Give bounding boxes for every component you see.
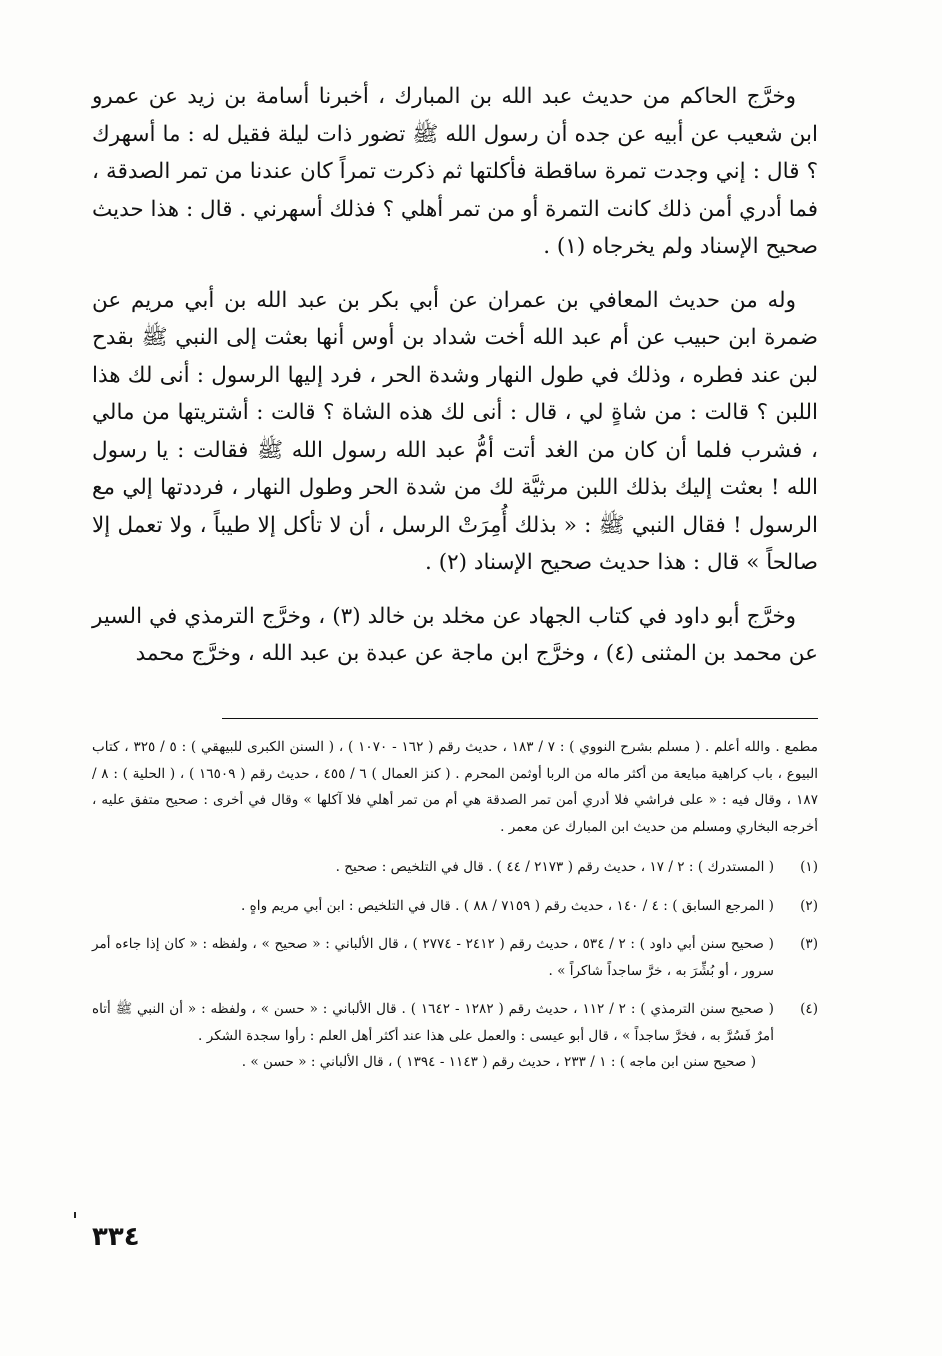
footnote-number: (٢): [800, 897, 818, 914]
scan-speck: [74, 1212, 76, 1218]
paragraph-muafi-narration: وله من حديث المعافي بن عمران عن أبي بكر بن عبد الله بن أبي مريم عن ضمرة ابن حبيب عن أم عبد الله أخت شداد بن أوس أنها بعثت إلى النبي ﷺ بقدح لبن عند فطره ، وذلك في طول النهار وشدة الحر ، فرد إليها الرسول : أنى لك هذا اللبن ؟ قالت : من شاةٍ لي ، قال : أنى لك هذه الشاة ؟ قالت : أشتريتها من مالي ، فشرب فلما أن كان من الغد أتت أمُّ عبد الله رسول الله ﷺ فقالت : يا رسول الله ! بعثت إليك بذلك اللبن مرثيَّة لك من شدة الحر وطول النهار ، فرددتها إلي مع الرسول ! فقال النبي ﷺ : « بذلك أُمِرَتْ الرسل ، أن لا تأكل إلا طيباً ، ولا تعمل إلا صالحاً » قال : هذا حديث صحيح الإسناد (٢) .: [92, 287, 818, 575]
page-number: ٣٣٤: [92, 1222, 140, 1252]
footnote-2: [92, 893, 818, 920]
footnotes: [92, 734, 818, 1088]
footnote-text: ( صحيح سنن أبي داود ) : ٢ / ٥٣٤ ، حديث رقم ( ٢٤١٢ - ٢٧٧٤ ) ، قال الألباني : « صحيح » ، ولفظه : « كان إذا جاءه أمر سرور ، أو بُشِّرَ به ، خرَّ ساجداً شاكراً » .: [92, 936, 774, 979]
footnote-1: [92, 854, 818, 881]
footnote-3: [92, 931, 818, 984]
footnote-separator: [222, 718, 818, 719]
paragraph-takhrij: وخرَّج أبو داود في كتاب الجهاد عن مخلد بن خالد (٣) ، وخرَّج الترمذي في السير عن محمد بن المثنى (٤) ، وخرَّج ابن ماجة عن عبدة بن عبد الله ، وخرَّج محمد: [92, 603, 818, 666]
paragraph-hakim-narration: وخرَّج الحاكم من حديث عبد الله بن المبارك ، أخبرنا أسامة بن زيد عن عمرو ابن شعيب عن أبيه عن جده أن رسول الله ﷺ تضور ذات ليلة فقيل له : ما أسهرك ؟ قال : إني وجدت تمرة ساقطة فأكلتها ثم ذكرت تمراً كان عندنا من تمر الصدقة ، فما أدري أمن ذلك كانت التمرة أو من تمر أهلي ؟ فذلك أسهرني . قال : هذا حديث صحيح الإسناد ولم يخرجاه (١) .: [92, 84, 818, 259]
footnote-text: ( صحيح سنن الترمذي ) : ٢ / ١١٢ ، حديث رقم ( ١٢٨٢ - ١٦٤٢ ) . قال الألباني : « حسن » ، ولفظه : « أن النبي ﷺ أتاه أمرٌ فَسُرَّ به ، فخرَّ ساجداً » ، قال أبو عيسى : والعمل على هذا عند أكثر أهل العلم : رأوا سجدة الشكر .: [92, 1001, 774, 1044]
main-text: [92, 78, 818, 689]
footnote-number: (١): [800, 859, 818, 875]
footnote-4: [92, 996, 818, 1076]
footnote-text: ( المستدرك ) : ٢ / ١٧ ، حديث رقم ( ٢١٧٣ / ٤٤ ) . قال في التلخيص : صحيح .: [335, 859, 774, 875]
footnote-continuation: مطمع . والله أعلم . ( مسلم بشرح النووي ) : ٧ / ١٨٣ ، حديث رقم ( ١٦٢ - ١٠٧٠ ) ، ( السنن الكبرى للبيهقي ) : ٥ / ٣٢٥ ، كتاب البيوع ، باب كراهية مبايعة من أكثر ماله من الربا أوثمن المحرم . ( كنز العمال ) ٦ / ٤٥٥ ، حديث رقم ( ١٦٥٠٩ ) ، ( الحلية ) : ٨ / ١٨٧ ، وقال فيه : « على فراشي فلا أدري أمن تمر الصدقة هي أم من تمر أهلي فلا آكلها » وقال في أخرى : صحيح متفق عليه ، أخرجه البخاري ومسلم من حديث ابن المبارك عن معمر .: [92, 739, 818, 835]
footnote-number: (٤): [800, 1001, 818, 1017]
footnote-text: ( المرجع السابق ) : ٤ / ١٤٠ ، حديث رقم ( ٧١٥٩ / ٨٨ ) . قال في التلخيص : ابن أبي مريم واهٍ .: [241, 897, 774, 914]
footnote-text: ( صحيح سنن ابن ماجه ) : ١ / ٢٣٣ ، حديث رقم ( ١١٤٣ - ١٣٩٤ ) ، قال الألباني : « حسن » .: [241, 1054, 756, 1070]
footnote-number: (٣): [800, 936, 818, 952]
